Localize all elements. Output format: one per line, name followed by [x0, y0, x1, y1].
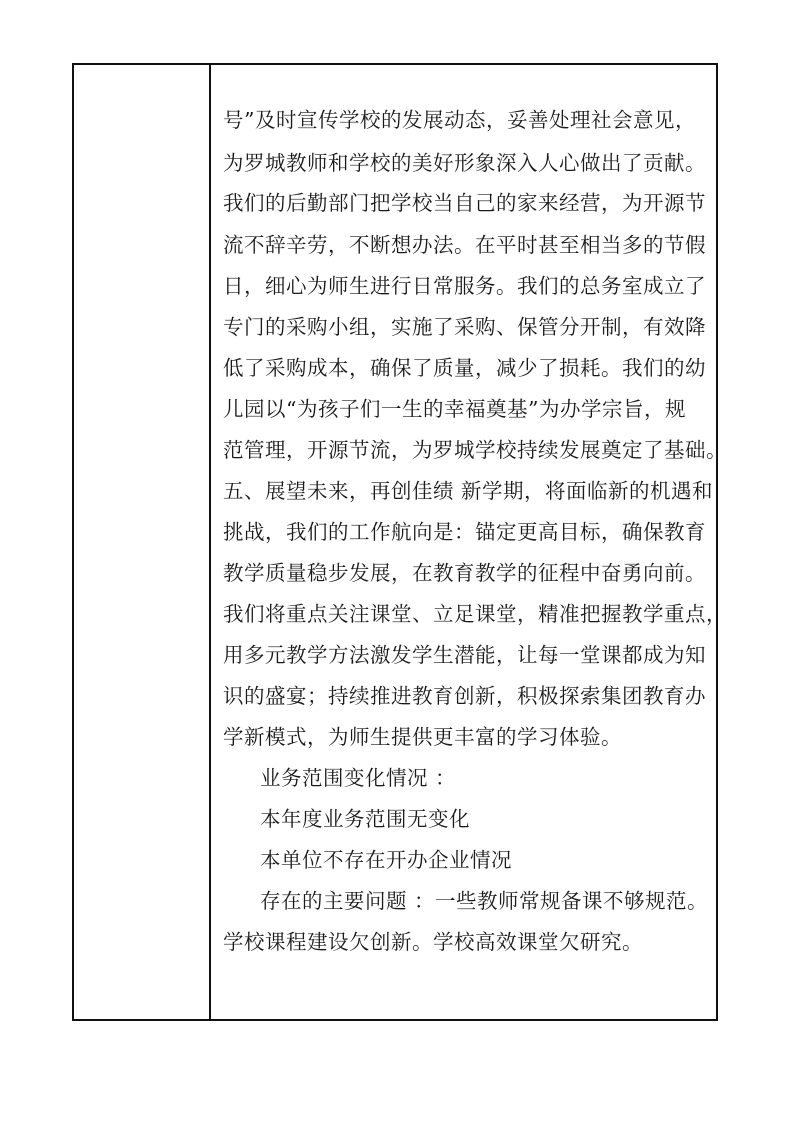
business-scope-content: 本年度业务范围无变化	[260, 807, 470, 831]
body-line: 儿园以“为孩子们一生的幸福奠基”为办学宗旨，规	[223, 397, 686, 421]
body-line: 学新模式，为师生提供更丰富的学习体验。	[223, 725, 622, 749]
problems-line: 存在的主要问题 ：一些教师常规备课不够规范。	[260, 889, 709, 913]
body-line: 挑战，我们的工作航向是：锚定更高目标，确保教育	[223, 520, 706, 544]
body-line: 用多元教学方法激发学生潜能，让每一堂课都成为知	[223, 643, 706, 667]
body-line: 识的盛宴；持续推进教育创新，积极探索集团教育办	[223, 684, 706, 708]
body-line: 我们的后勤部门把学校当自己的家来经营，为开源节	[223, 191, 706, 215]
body-line: 为罗城教师和学校的美好形象深入人心做出了贡献。	[223, 151, 706, 175]
content-column	[213, 65, 727, 1019]
body-line: 号”及时宣传学校的发展动态，妥善处理社会意见，	[223, 108, 696, 132]
body-line: 流不辞辛劳，不断想办法。在平时甚至相当多的节假	[223, 233, 706, 257]
body-line: 日，细心为师生进行日常服务。我们的总务室成立了	[223, 274, 706, 298]
label-column	[74, 65, 211, 1019]
body-line: 教学质量稳步发展，在教育教学的征程中奋勇向前。	[223, 561, 706, 585]
business-scope-heading: 业务范围变化情况 ：	[260, 766, 457, 790]
report-table	[72, 63, 727, 1021]
body-line: 专门的采购小组，实施了采购、保管分开制，有效降	[223, 315, 706, 339]
body-line: 低了采购成本，确保了质量，减少了损耗。我们的幼	[223, 356, 706, 380]
body-line: 五、展望未来，再创佳绩 新学期，将面临新的机遇和	[223, 479, 714, 503]
body-line: 我们将重点关注课堂、立足课堂，精准把握教学重点，	[223, 602, 727, 626]
enterprise-statement: 本单位不存在开办企业情况	[260, 848, 512, 872]
problems-line: 学校课程建设欠创新。学校高效课堂欠研究。	[223, 930, 643, 954]
body-line: 范管理，开源节流，为罗城学校持续发展奠定了基础。	[223, 438, 727, 462]
